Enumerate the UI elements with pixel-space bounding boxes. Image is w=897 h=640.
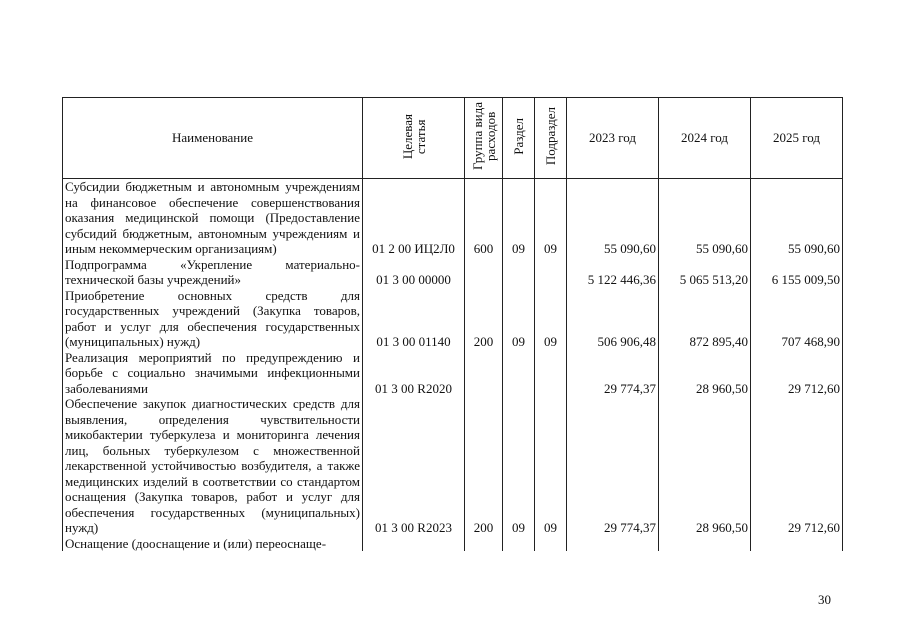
row-section: 09 — [503, 396, 535, 536]
row-target-article: 01 3 00 R2023 — [363, 396, 465, 536]
row-2024: 55 090,60 — [659, 179, 751, 257]
row-2023: 55 090,60 — [567, 179, 659, 257]
row-name: Субсидии бюджетным и автономным учреждениям на финансовое обеспечение совершенствования оказания медицинской помощи (Предоставление субсидий бюджетным, автономным учреждениям и иным некоммерческим организациям) — [63, 179, 363, 257]
row-expense-group: 200 — [465, 396, 503, 536]
row-expense-group — [465, 257, 503, 288]
header-2024: 2024 год — [659, 98, 751, 179]
header-2023: 2023 год — [567, 98, 659, 179]
row-name: Приобретение основных средств для государственных учреждений (Закупка товаров, работ и услуг для обеспечения государственных (муниципальных) нужд) — [63, 288, 363, 350]
row-section — [503, 350, 535, 397]
row-section: 09 — [503, 288, 535, 350]
row-2025: 707 468,90 — [751, 288, 843, 350]
row-subsection: 09 — [535, 396, 567, 536]
row-target-article: 01 3 00 00000 — [363, 257, 465, 288]
header-target-article-line1: Целевая — [399, 113, 415, 159]
row-2024: 28 960,50 — [659, 350, 751, 397]
row-subsection: 09 — [535, 179, 567, 257]
row-expense-group — [465, 536, 503, 552]
row-target-article: 01 3 00 R2020 — [363, 350, 465, 397]
header-expense-group-line2: расходов — [482, 111, 498, 161]
row-section — [503, 257, 535, 288]
row-subsection — [535, 350, 567, 397]
row-name: Оснащение (дооснащение и (или) переоснаще- — [63, 536, 363, 552]
row-expense-group: 600 — [465, 179, 503, 257]
table-row — [63, 350, 843, 397]
row-2023: 29 774,37 — [567, 396, 659, 536]
row-section: 09 — [503, 179, 535, 257]
row-target-article — [363, 536, 465, 552]
header-subsection: Подраздел — [535, 98, 567, 179]
row-target-article: 01 3 00 01140 — [363, 288, 465, 350]
row-2025: 6 155 009,50 — [751, 257, 843, 288]
table-row — [63, 257, 843, 288]
header-row — [63, 98, 843, 179]
table-row — [63, 179, 843, 257]
row-subsection — [535, 536, 567, 552]
row-2023: 506 906,48 — [567, 288, 659, 350]
row-2025 — [751, 536, 843, 552]
header-section: Раздел — [503, 98, 535, 179]
table-row — [63, 536, 843, 552]
row-2025: 55 090,60 — [751, 179, 843, 257]
row-2024 — [659, 536, 751, 552]
row-name: Подпрограмма «Укрепление материально-технической базы учреждений» — [63, 257, 363, 288]
header-2025: 2025 год — [751, 98, 843, 179]
row-subsection — [535, 257, 567, 288]
row-name: Реализация мероприятий по предупреждению и борьбе с социально значимыми инфекционными заболеваниями — [63, 350, 363, 397]
row-2025: 29 712,60 — [751, 350, 843, 397]
row-2023: 5 122 446,36 — [567, 257, 659, 288]
header-expense-group-line1: Группа вида — [469, 102, 485, 171]
page-number: 30 — [818, 592, 831, 607]
row-section — [503, 536, 535, 552]
budget-table — [62, 97, 843, 551]
header-name: Наименование — [63, 98, 363, 179]
row-expense-group: 200 — [465, 288, 503, 350]
header-target-article-line2: статья — [412, 118, 428, 154]
header-target-article — [363, 98, 465, 179]
row-2024: 5 065 513,20 — [659, 257, 751, 288]
row-expense-group — [465, 350, 503, 397]
row-target-article: 01 2 00 ИЦ2Л0 — [363, 179, 465, 257]
row-subsection: 09 — [535, 288, 567, 350]
row-2023: 29 774,37 — [567, 350, 659, 397]
row-2024: 28 960,50 — [659, 396, 751, 536]
header-expense-group — [465, 98, 503, 179]
row-name: Обеспечение закупок диагностических средств для выявления, определения чувствительности микобактерии туберкулеза и мониторинга лечения лиц, больных туберкулезом с множественной лекарственной устойчивостью возбудителя, а также медицинских изделий в соответствии со стандартом оснащения (Закупка товаров, работ и услуг для обеспечения государственных (муниципальных) нужд) — [63, 396, 363, 536]
table-row — [63, 396, 843, 536]
row-2025: 29 712,60 — [751, 396, 843, 536]
row-2023 — [567, 536, 659, 552]
row-2024: 872 895,40 — [659, 288, 751, 350]
table-row — [63, 288, 843, 350]
